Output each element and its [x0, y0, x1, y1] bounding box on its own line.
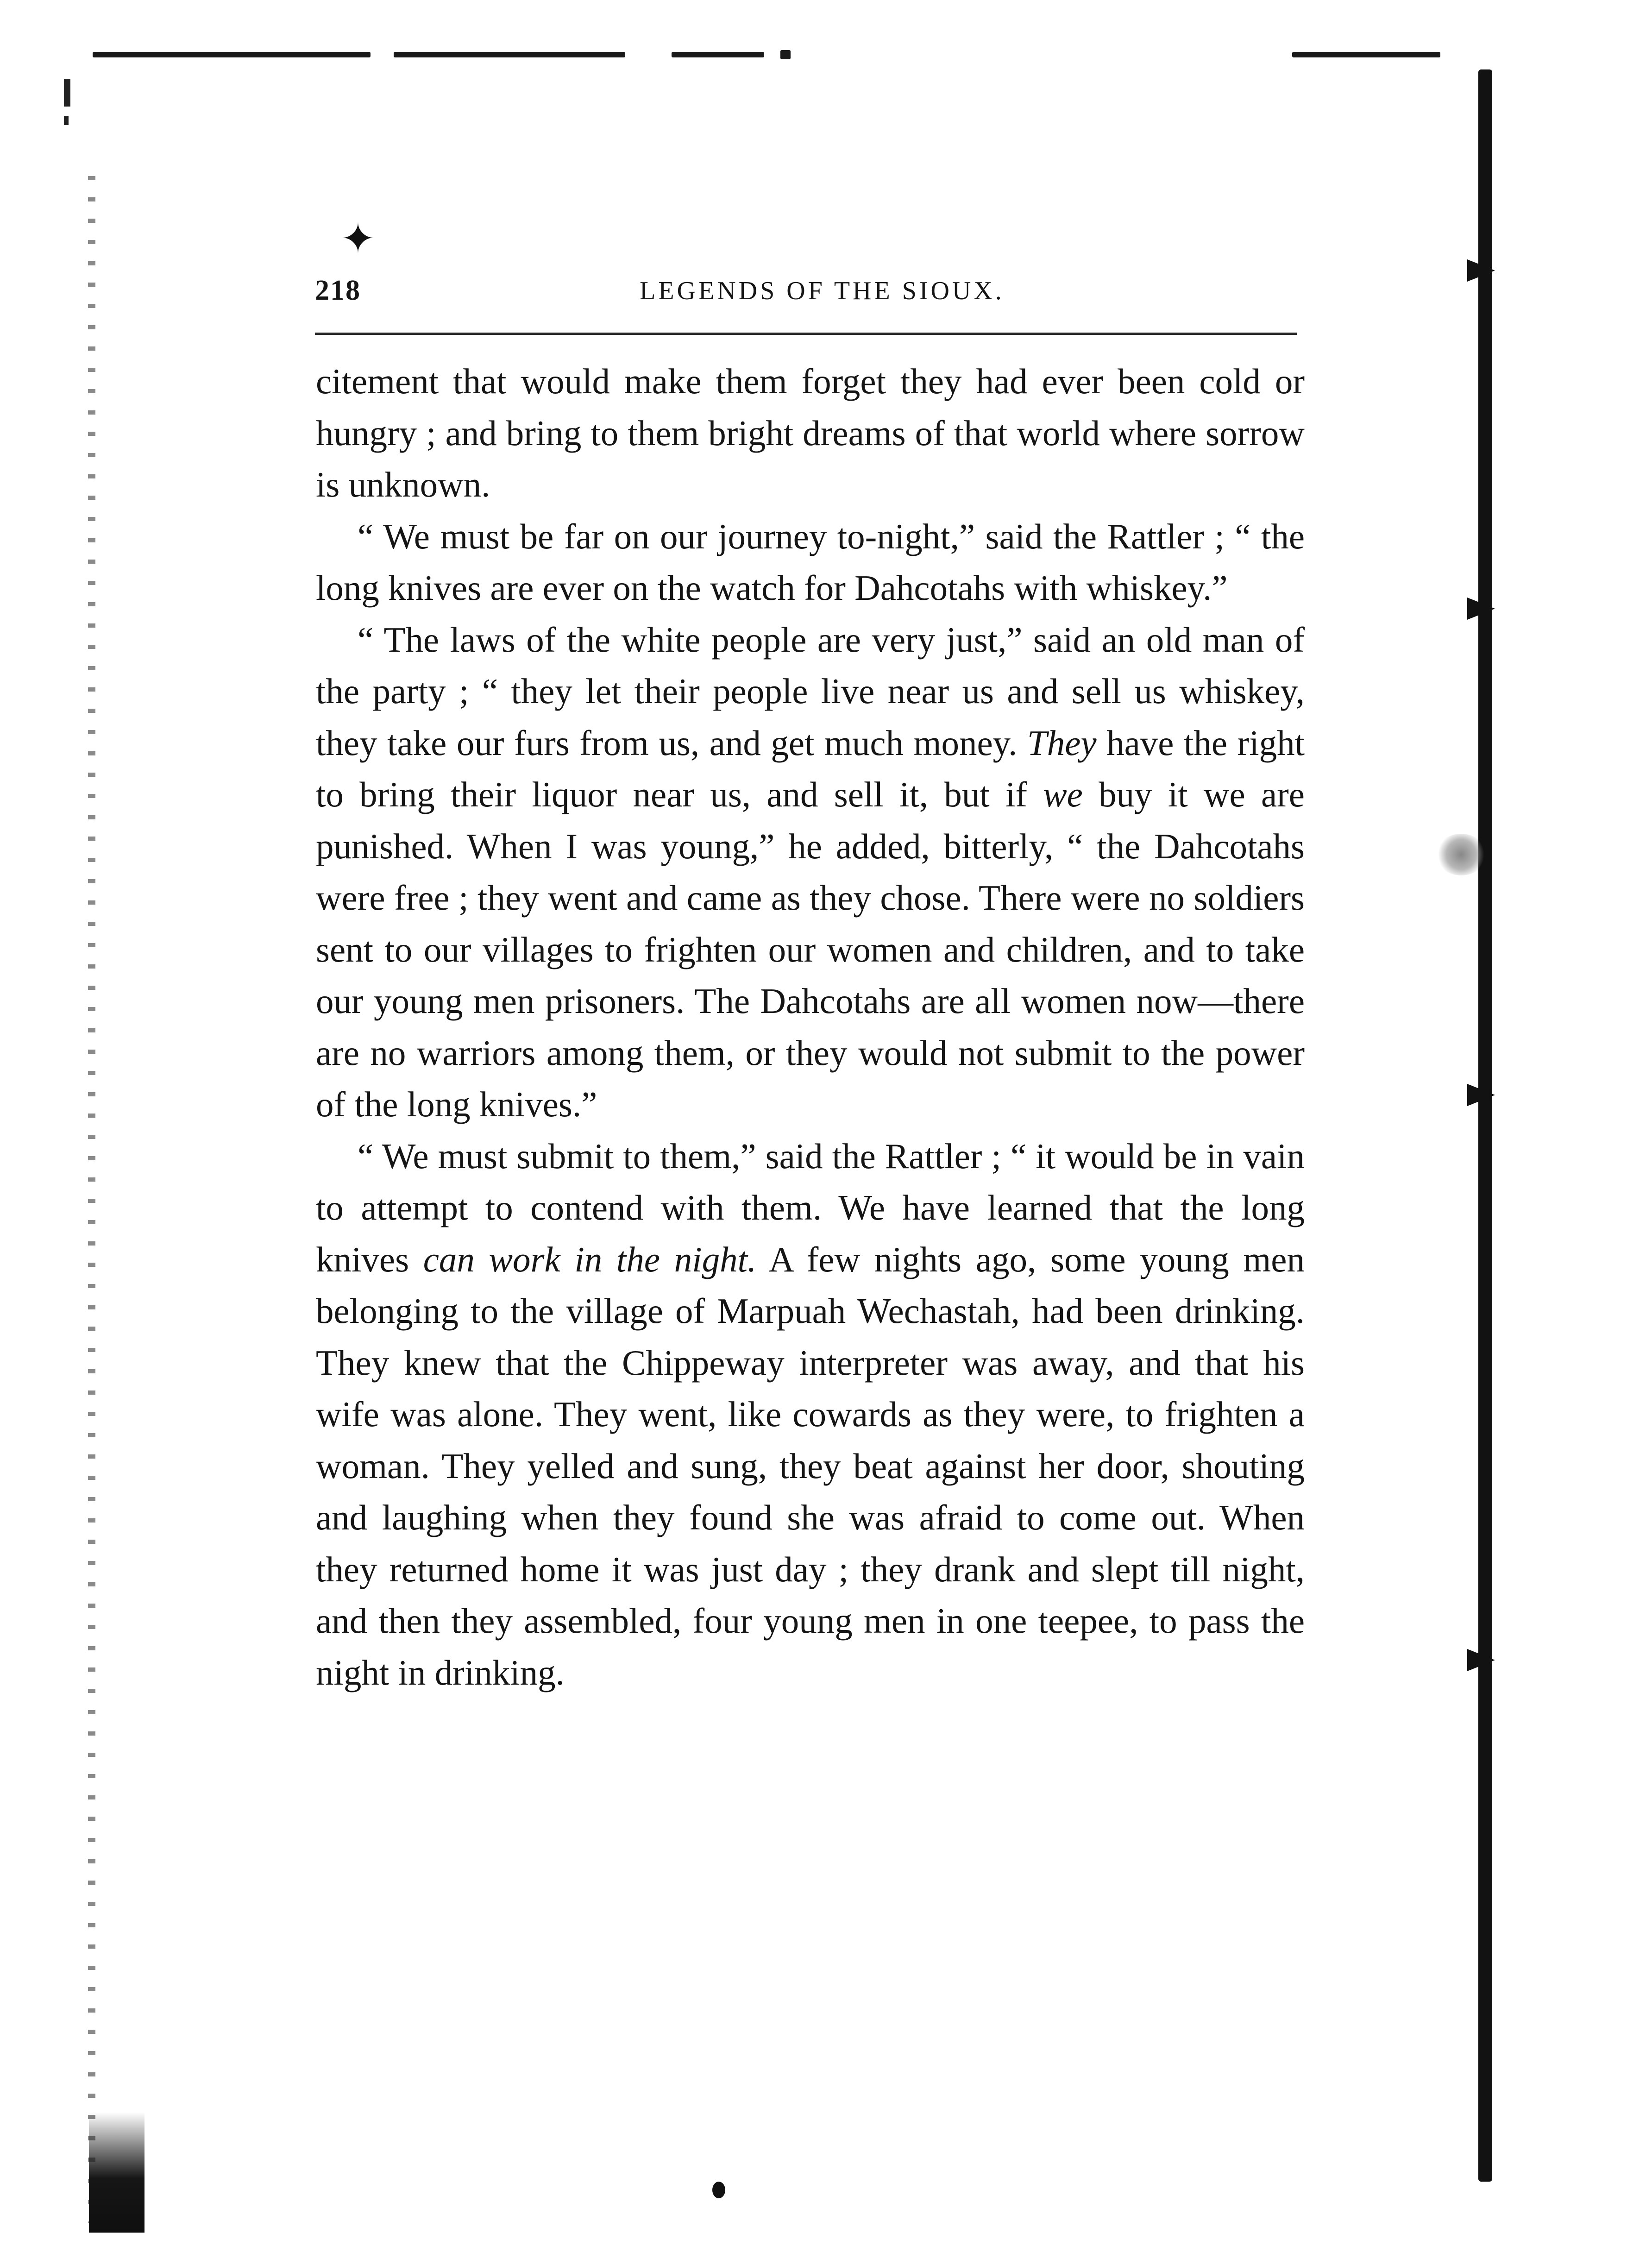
paragraph: [316, 356, 1305, 511]
scan-binding-notch: [1467, 1649, 1495, 1671]
scan-top-rule: [780, 50, 791, 59]
italic-text-run: They: [1027, 723, 1097, 763]
scan-left-mark: [64, 116, 69, 125]
italic-text-run: we: [1043, 774, 1083, 814]
text-run: buy it we are punished. When I was young,” he added, bitterly, “ the Dahcotahs were free ; they went and came as they chose. There were no soldiers sent to our villages to frighten our women and children, and to take our young men prisoners. The Dahcotahs are all women now—there are no warriors among them, or they would not submit to the power of the long knives.”: [316, 774, 1305, 1124]
italic-text-run: can work in the night.: [423, 1239, 757, 1279]
scan-binding-notch: [1467, 598, 1495, 620]
text-run: A few nights ago, some young men belonging to the village of Marpuah Wechastah, had been drinking. They knew that the Chippeway interpreter was away, and that his wife was alone. They went, like cowards as they were, to frighten a woman. They yelled and sung, they beat against her door, shouting and laughing when they found she was afraid to come out. When they returned home it was just day ; they drank and slept till night, and then they assembled, four young men in one teepee, to pass the night in drinking.: [316, 1239, 1305, 1692]
text-run: “ We must be far on our journey to-night,” said the Rattler ; “ the long knives are ever on the watch for Dahcotahs with whiskey.”: [316, 516, 1305, 608]
running-title: LEGENDS OF THE SIOUX.: [640, 277, 1005, 305]
header-rule: [315, 333, 1297, 335]
paragraph: [316, 1131, 1305, 1699]
text-run: “ The laws of the white people are very just,” said an old man of the party ; “ they let their people live near us and sell us whiskey, they take our furs from us, and get much money.: [316, 619, 1305, 763]
scan-top-rule: [1292, 52, 1440, 57]
paragraph: [316, 614, 1305, 1131]
page-number: 218: [315, 275, 361, 306]
quill-ornament-icon: ✦: [340, 216, 376, 262]
scan-top-rule: [93, 52, 371, 57]
scan-left-mark: [64, 79, 70, 107]
paragraph: [316, 511, 1305, 614]
page-body: [316, 356, 1305, 1699]
scan-gutter-block: [89, 2112, 144, 2233]
scan-ink-blot: [1436, 834, 1487, 875]
scan-ink-dot: [712, 2182, 725, 2198]
scan-binding-notch: [1467, 1084, 1495, 1106]
text-run: have the right to bring their liquor near us, and sell it, but if: [316, 723, 1305, 814]
scan-binding-notch: [1467, 259, 1495, 282]
scan-binding-edge: [1478, 69, 1492, 2182]
scan-top-rule: [394, 52, 625, 57]
text-run: citement that would make them forget they had ever been cold or hungry ; and bring to them bright dreams of that world where sorrow is unknown.: [316, 361, 1305, 504]
text-run: “ We must submit to them,” said the Rattler ; “ it would be in vain to attempt to contend with them. We have learned that the long knives: [316, 1136, 1305, 1279]
scan-top-rule: [672, 52, 764, 57]
scan-gutter-shadow: [88, 176, 95, 2223]
page-header: [315, 274, 1297, 316]
